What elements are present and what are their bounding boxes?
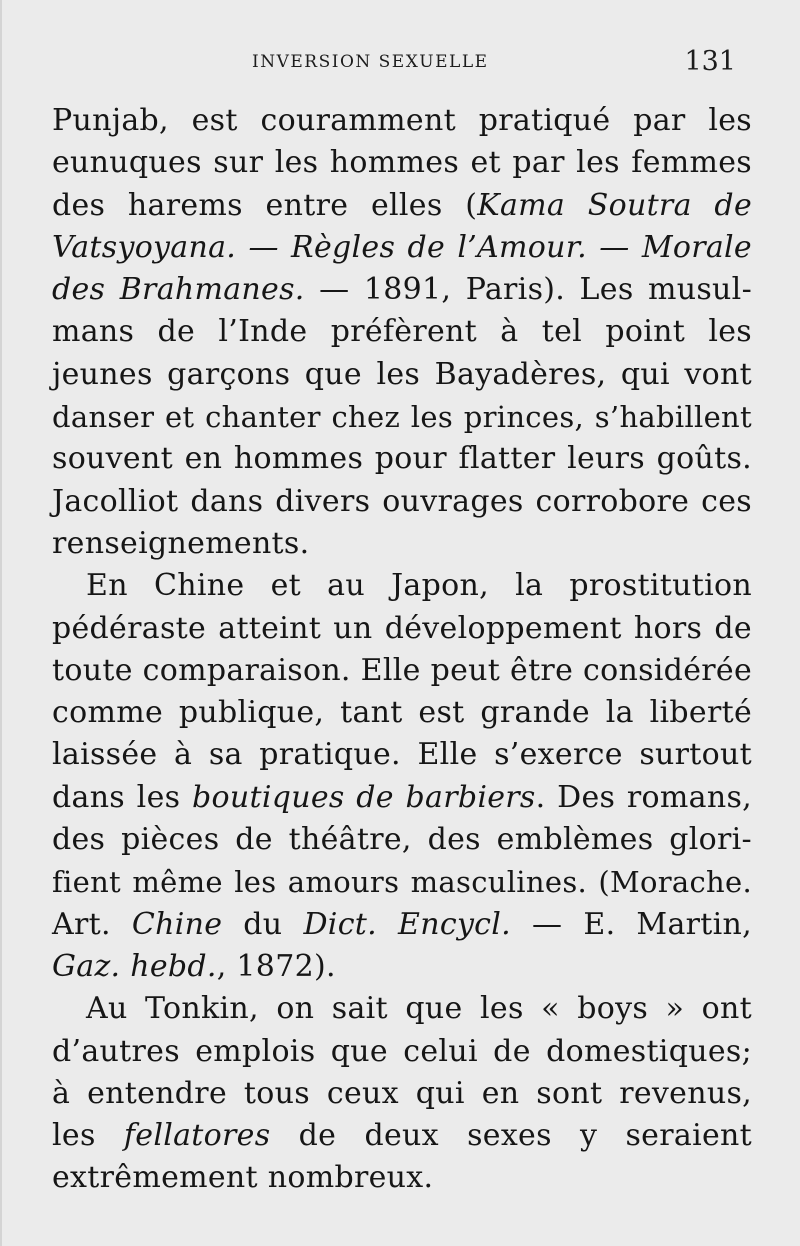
paragraph-end-line: Gaz. hebd., 1872). [52,948,336,984]
text-line: laissée à sa pratique. Elle s’exerce surtout [52,737,752,773]
text-line: d’autres emplois que celui de domestiques; [52,1033,752,1069]
text-line: fient même les amours masculines. (Morache. [52,865,752,900]
text-line: Vatsyoyana. — Règles de l’Amour. — Morale [52,229,752,265]
paragraph-end-line: renseignements. [52,525,310,561]
paragraph-start-line: Au Tonkin, on sait que les « boys » ont [86,991,752,1027]
text-line: des harems entre elles (Kama Soutra de [52,187,752,223]
text-line: Jacolliot dans divers ouvrages corrobore ces [52,483,752,519]
text-line: pédéraste atteint un développement hors de [52,610,752,646]
text-line: souvent en hommes pour flatter leurs goûts. [52,441,752,477]
text-line: toute comparaison. Elle peut être considérée [52,652,752,688]
text-line: mans de l’Inde préfèrent à tel point les [52,314,752,350]
text-line: comme publique, tant est grande la liberté [52,695,752,731]
paragraph-start-line: En Chine et au Japon, la prostitution [86,568,752,604]
text-line: danser et chanter chez les princes, s’habillent [52,400,752,435]
body-text [52,100,752,1200]
running-head [52,48,742,78]
text-line: les fellatores de deux sexes y seraient [52,1118,752,1154]
text-line: des Brahmanes. — 1891, Paris). Les musul- [52,272,753,308]
running-title: INVERSION SEXUELLE [252,52,489,72]
text-line: jeunes garçons que les Bayadères, qui vont [52,356,752,392]
text-line: eunuques sur les hommes et par les femmes [52,145,752,181]
paragraph-end-line: extrêmement nombreux. [52,1160,434,1196]
text-line: Art. Chine du Dict. Encycl. — E. Martin, [52,906,752,942]
text-line: des pièces de théâtre, des emblèmes glori- [52,822,752,858]
text-line: à entendre tous ceux qui en sont revenus, [52,1075,752,1111]
page-number: 131 [684,46,736,77]
text-line: Punjab, est couramment pratiqué par les [52,103,752,138]
text-line: dans les boutiques de barbiers. Des romans, [52,779,753,815]
